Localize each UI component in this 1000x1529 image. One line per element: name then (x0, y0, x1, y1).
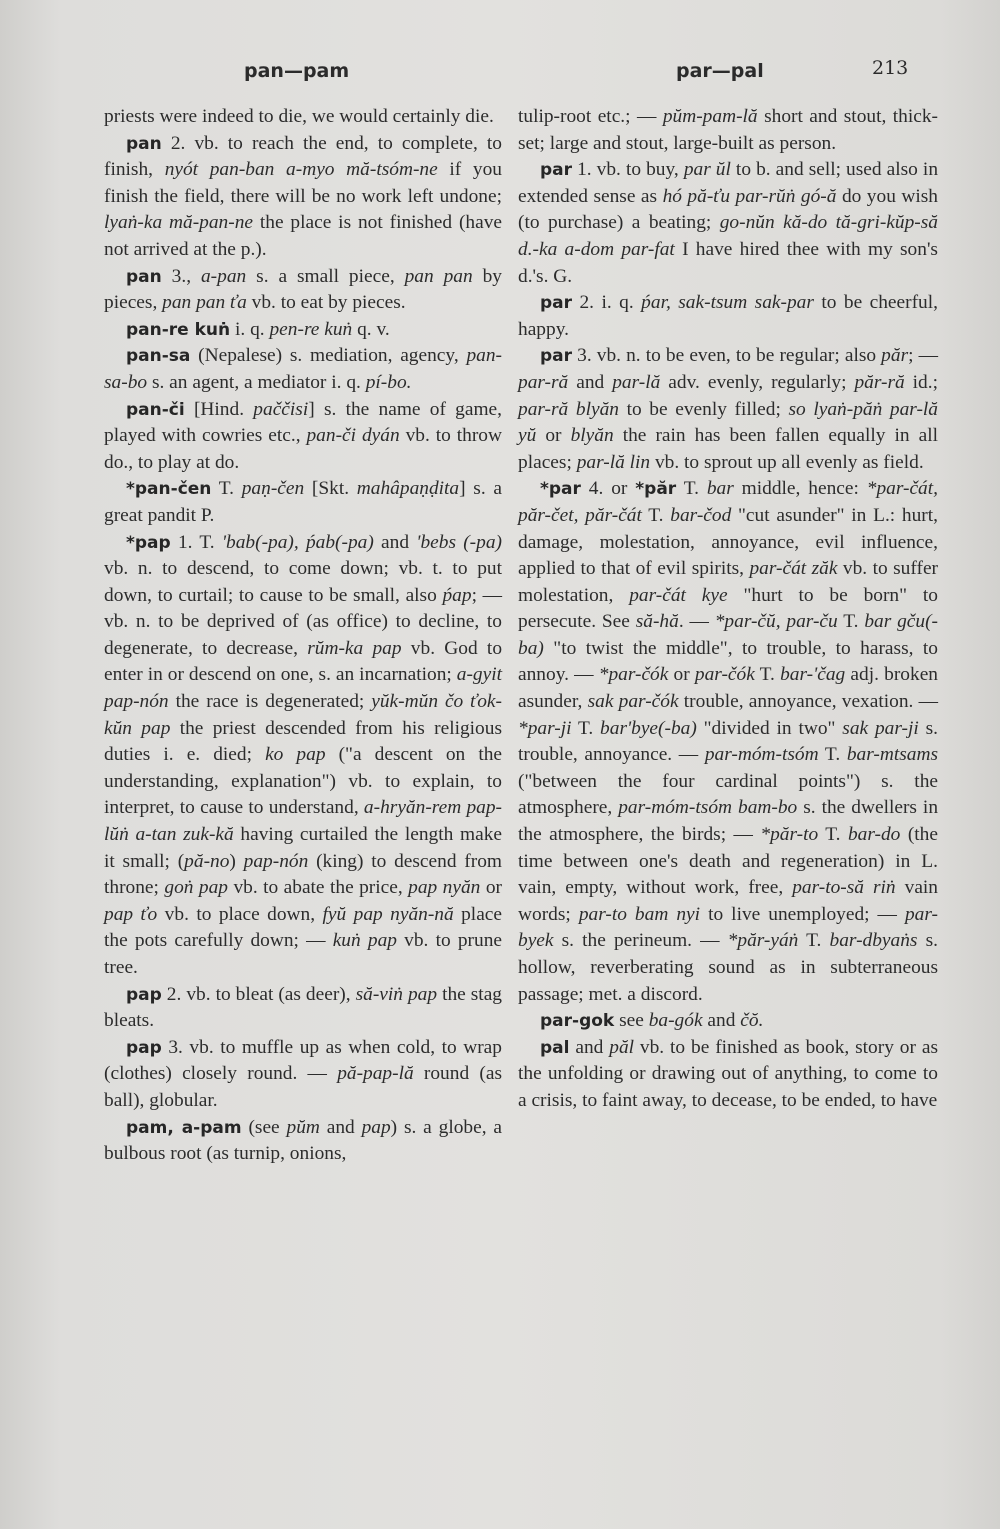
entry-italic-text: fyŭ pap nyăn-nă (322, 903, 454, 925)
dictionary-entry (104, 104, 502, 131)
running-head-right: par—pal (676, 60, 764, 82)
entry-italic-text: par-to-să riṅ (792, 877, 896, 899)
entry-text: if you finish the field, there will be no work left undone; (104, 159, 502, 207)
entry-headword: pap (126, 1037, 162, 1058)
entry-text: [Skt. (304, 478, 357, 500)
entry-italic-text: nyót pan-ban a-myo mă-tsóm-ne (164, 159, 438, 181)
entry-italic-text: pă-no (184, 850, 230, 872)
entry-italic-text: *par-čók (598, 664, 669, 686)
entry-italic-text: čŏ. (740, 1010, 764, 1032)
entry-italic-text: pan pan (404, 265, 473, 287)
entry-italic-text: pŭm-pam-lă (662, 106, 758, 127)
entry-text: round (as ball), globular. (104, 1063, 502, 1111)
entry-text: 2. vb. to bleat (as deer), (161, 983, 356, 1005)
entry-text: s. the dwellers in the atmosphere, the birds; — (518, 797, 939, 846)
entry-italic-text: lyaṅ-ka mă-pan-ne (104, 212, 254, 234)
entry-italic-text: par-čát zăk (749, 558, 838, 580)
entry-headword: par-gok (540, 1011, 615, 1032)
entry-text: (king) to descend from throne; (104, 850, 502, 899)
entry-text: T. (798, 930, 830, 952)
entry-text: "divided in two" (696, 717, 843, 739)
entry-text: and (702, 1010, 741, 1032)
entry-text: short and stout, thick-set; large and stout, large-built as person. (518, 106, 938, 154)
entry-headword: *pap (126, 532, 171, 553)
dictionary-entry (518, 1035, 938, 1115)
entry-text: ) s. a globe, a bulbous root (as turnip, onions, (104, 1116, 502, 1165)
entry-italic-text: pí-bo. (365, 371, 412, 393)
entry-text: (see (241, 1116, 287, 1138)
entry-italic-text: paččisi (253, 398, 309, 420)
entry-headword: *par (540, 479, 581, 500)
left-column (104, 104, 502, 1168)
entry-text: do you wish (to purchase) a beating; (518, 185, 938, 234)
entry-text: T. (676, 478, 707, 500)
entry-text: T. (571, 717, 601, 739)
entry-italic-text: a-pan (200, 265, 247, 287)
entry-text: "hurt to be born" to persecute. See (518, 584, 938, 633)
entry-italic-text: sak par-ji (842, 717, 919, 739)
entry-text: tulip-root etc.; — (518, 106, 663, 127)
entry-text: to be evenly filled; (618, 398, 789, 420)
entry-italic-text: bar-dbyaṅs (829, 930, 918, 952)
entry-italic-text: bar-do (847, 824, 901, 846)
entry-headword: pan-či (126, 399, 185, 420)
entry-italic-text: par-čók (694, 664, 755, 686)
entry-headword: pan (126, 133, 162, 154)
dictionary-entry (518, 343, 938, 476)
entry-text: s. a small piece, (246, 265, 405, 287)
entry-text: the priest descended from his religious duties i. e. died; (104, 717, 502, 766)
entry-text: vb. n. to descend, to come down; vb. t. to put down, to curtail; to cause to be small, also (104, 558, 502, 606)
entry-text: trouble, annoyance, vexation. — (678, 691, 938, 713)
entry-text: "cut asunder" in L.: hurt, damage, molestation, annoyance, evil influence, applied to that of evil spirits, (518, 504, 939, 580)
entry-italic-text: pŭm (286, 1116, 320, 1138)
entry-italic-text: ṕar, sak-tsum sak-par (641, 292, 814, 314)
entry-text: by pieces, (104, 265, 502, 314)
dictionary-entry (518, 290, 938, 343)
entry-text: s. trouble, annoyance. — (518, 717, 938, 766)
entry-italic-text: bar (706, 478, 734, 500)
entry-text: and (569, 1036, 610, 1058)
entry-text: T. (641, 504, 671, 526)
entry-headword: *păr (635, 479, 677, 500)
entry-italic-text: so lyaṅ-păṅ par-lă yŭ (518, 398, 938, 447)
entry-headword: *pan-čen (126, 479, 212, 500)
entry-text: id.; (904, 371, 938, 393)
entry-italic-text: blyăn (570, 425, 614, 447)
entry-italic-text: pen-re kuṅ (269, 318, 353, 340)
entry-text: vb. to sprout up all evenly as field. (650, 451, 924, 473)
entry-text: 1. vb. to buy, (572, 159, 684, 181)
entry-italic-text: a-gyit pap-nón (104, 664, 502, 713)
entry-text: middle, hence: (733, 478, 867, 500)
entry-italic-text: pap-nón (243, 850, 309, 872)
entry-italic-text: mahâpaṇḍita (356, 478, 460, 500)
entry-text: vb. God to enter in or descend on one, s. an incarnation; (104, 637, 503, 686)
entry-italic-text: *păr-yáṅ (727, 930, 799, 952)
entry-text: ) (229, 850, 244, 872)
entry-text: and (568, 371, 613, 393)
right-column (518, 104, 938, 1115)
entry-text: s. the perineum. — (553, 930, 728, 952)
entry-text: (the time between one's death and regeneration) in L. vain, empty, without work, free, (518, 824, 938, 899)
entry-italic-text: yŭk-mŭn čo ťok-kŭn pap (104, 691, 502, 739)
entry-italic-text: hó pă-ťu par-rŭṅ gó-ă (662, 185, 837, 207)
entry-italic-text: pap (361, 1116, 391, 1138)
entry-italic-text: să-viṅ pap (355, 983, 438, 1005)
entry-italic-text: par-to bam nyi (578, 903, 701, 925)
dictionary-entry (104, 1035, 502, 1115)
entry-headword: pan-re kuṅ (126, 319, 231, 340)
entry-text: vb. to prune tree. (104, 930, 503, 978)
entry-italic-text: bar-'čag (780, 664, 846, 686)
entry-text: and (319, 1116, 362, 1138)
entry-text: to live unemployed; — (700, 903, 905, 925)
entry-italic-text: par-čát kye (629, 584, 728, 606)
entry-text: 2. i. q. (572, 292, 642, 314)
entry-text: (Nepalese) s. mediation, agency, (190, 345, 467, 367)
entry-italic-text: *par-čát, păr-čet, păr-čát (518, 478, 938, 526)
entry-italic-text: păr (881, 345, 909, 367)
entry-italic-text: ko pap (265, 744, 326, 766)
entry-text: 3. vb. n. to be even, to be regular; also (572, 345, 882, 367)
entry-text: to be cheerful, happy. (518, 292, 938, 340)
entry-italic-text: paṇ-čen (241, 478, 305, 500)
entry-text: T. (818, 824, 848, 846)
entry-italic-text: *par-čŭ, par-ču (714, 611, 838, 633)
entry-italic-text: bar'bye(-ba) (600, 717, 697, 739)
entry-italic-text: par-móm-tsóm (704, 744, 819, 766)
entry-text: s. an agent, a mediator i. q. (147, 371, 366, 393)
entry-text: ("between the four cardinal points") s. the atmosphere, (518, 770, 938, 819)
dictionary-entry (104, 476, 502, 529)
page-number: 213 (872, 57, 909, 79)
entry-italic-text: ba-gók (648, 1010, 703, 1032)
entry-text: 1. T. (170, 531, 222, 553)
entry-text: ; — (908, 345, 938, 367)
entry-italic-text: pap nyăn (408, 877, 481, 899)
entry-text: the rain has been fallen equally in all places; (518, 425, 938, 473)
entry-italic-text: pă-pap-lă (337, 1063, 414, 1085)
entry-text: vb. to suffer molestation, (518, 558, 939, 606)
entry-text: 3., (161, 265, 201, 287)
dictionary-entry (518, 157, 938, 290)
entry-text: ] s. the name of game, played with cowries etc., (104, 398, 502, 447)
entry-text: the race is degenerated; (168, 691, 372, 713)
entry-italic-text: par-byek (518, 903, 938, 952)
entry-text: to b. and sell; used also in extended sense as (518, 159, 939, 207)
dictionary-entry (518, 1008, 938, 1035)
entry-italic-text: *par-ji (518, 717, 572, 739)
entry-text: vb. to eat by pieces. (246, 292, 406, 314)
dictionary-entry (104, 317, 502, 344)
entry-text: or (536, 425, 571, 447)
entry-text: 2. vb. to reach the end, to complete, to finish, (104, 132, 502, 181)
entry-text: I have hired thee with my son's d.'s. G. (518, 238, 938, 287)
entry-italic-text: *păr-to (760, 824, 819, 846)
entry-text: ("a descent on the understanding, explanation") vb. to explain, to interpret, to cause to understand, (104, 744, 503, 819)
entry-text: the stag bleats. (104, 983, 502, 1032)
dictionary-entry (104, 397, 502, 477)
entry-text: "to twist the middle", to trouble, to harass, to annoy. — (518, 637, 938, 686)
entry-italic-text: par-móm-tsóm bam-bo (618, 797, 798, 819)
entry-italic-text: pan-či dyán (306, 425, 400, 447)
entry-text: vb. to throw do., to play at do. (104, 425, 503, 473)
entry-text: vb. to abate the price, (228, 877, 409, 899)
entry-text: ; — vb. n. to be deprived of (as office) to decline, to degenerate, to decrease, (104, 584, 502, 659)
entry-italic-text: goṅ pap (164, 877, 228, 899)
entry-text: . — (678, 611, 715, 633)
dictionary-entry (518, 476, 938, 1008)
dictionary-entry (104, 264, 502, 317)
entry-italic-text: ṕap (442, 584, 472, 606)
entry-italic-text: par ŭl (683, 159, 731, 181)
entry-italic-text: par-lă (612, 371, 661, 393)
entry-italic-text: păl (609, 1036, 635, 1058)
entry-text: vb. to be finished as book, story or as the unfolding or drawing out of anything, to come to a crisis, to faint away, to decease, to be ended, to have (518, 1036, 938, 1111)
entry-headword: pap (126, 984, 162, 1005)
entry-italic-text: pan-sa-bo (104, 345, 502, 393)
dictionary-entry (104, 530, 502, 982)
dictionary-entry (104, 1115, 502, 1168)
entry-italic-text: a-hryăn-rem pap-lŭṅ a-tan zuk-kă (104, 797, 502, 846)
entry-text: s. hollow, reverberating sound as in subterraneous passage; met. a discord. (518, 930, 938, 1005)
entry-text: place the pots carefully down; — (104, 903, 503, 952)
entry-italic-text: kuṅ pap (332, 930, 397, 952)
entry-italic-text: păr-ră (854, 371, 905, 393)
entry-text: T. (754, 664, 781, 686)
entry-headword: pam, a-pam (126, 1117, 242, 1138)
entry-italic-text: rŭm-ka pap (307, 637, 402, 659)
entry-text: adj. broken asunder, (518, 664, 939, 713)
entry-italic-text: bar-čod (670, 504, 732, 526)
entry-italic-text: go-nŭn kă-do tă-gri-kŭp-să d.-ka a-dom par-fat (518, 212, 938, 260)
entry-italic-text: 'bebs (-pa) (416, 531, 502, 553)
entry-headword: par (540, 346, 573, 367)
entry-headword: pan-sa (126, 346, 191, 367)
entry-text: [Hind. (184, 398, 254, 420)
entry-text: the place is not finished (have not arrived at the p.). (104, 212, 503, 260)
entry-italic-text: par-ră (518, 371, 569, 393)
entry-text: or (480, 877, 502, 899)
entry-italic-text: sak par-čók (587, 691, 679, 713)
entry-italic-text: pap ťo (104, 903, 158, 925)
entry-italic-text: să-hă (635, 611, 679, 633)
entry-text: and (373, 531, 417, 553)
entry-text: priests were indeed to die, we would certainly die. (104, 106, 494, 127)
entry-text: 4. or (580, 478, 636, 500)
dictionary-entry (104, 982, 502, 1035)
entry-italic-text: bar gču(-ba) (518, 611, 938, 659)
entry-headword: pal (540, 1037, 570, 1058)
entry-text: having curtailed the length make it small; ( (104, 824, 502, 872)
entry-italic-text: par-ră blyăn (518, 398, 619, 420)
running-head-left: pan—pam (244, 60, 350, 82)
entry-text: T. (818, 744, 847, 766)
entry-text: ] s. a great pandit P. (104, 478, 502, 526)
entry-headword: par (540, 293, 573, 314)
entry-text: adv. evenly, regularly; (660, 371, 855, 393)
entry-text: 3. vb. to muffle up as when cold, to wrap (clothes) closely round. — (104, 1036, 502, 1085)
entry-italic-text: pan pan ťa (162, 292, 247, 314)
dictionary-entry (104, 131, 502, 264)
entry-text: T. (837, 611, 865, 633)
entry-italic-text: bar-mtsams (846, 744, 938, 766)
entry-text: i. q. (230, 318, 270, 340)
entry-text: vain words; (518, 877, 939, 925)
entry-text: vb. to place down, (157, 903, 323, 925)
entry-text: q. v. (352, 318, 390, 340)
entry-headword: par (540, 160, 573, 181)
entry-text: T. (211, 478, 242, 500)
dictionary-entry (518, 104, 938, 157)
entry-italic-text: par-lă lin (576, 451, 651, 473)
entry-headword: pan (126, 266, 162, 287)
entry-text: see (614, 1010, 649, 1032)
entry-italic-text: 'bab(-pa), ṕab(-pa) (221, 531, 374, 553)
entry-text: or (668, 664, 695, 686)
dictionary-entry (104, 343, 502, 396)
